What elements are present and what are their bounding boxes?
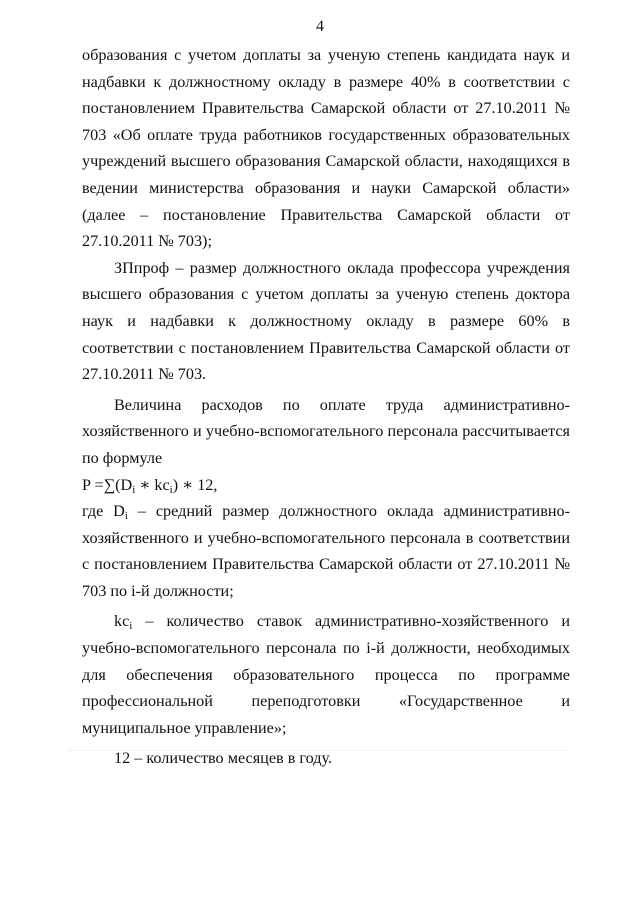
formula-sub-d: i (132, 483, 136, 496)
definition-d-lead: где D (82, 502, 125, 521)
paragraph-zp-prof: ЗПпроф – размер должностного оклада профессора учреждения высшего образования с учетом доплаты за ученую степень доктора наук и надбавки к должностному окладу в размере 60% в соответствии с постановлением Правительства Самарской области от 27.10.2011 № 703. (82, 258, 570, 384)
scan-artifact-line (70, 750, 570, 752)
definition-kc-sub: i (129, 620, 133, 633)
paragraph-definition-kc (82, 608, 570, 741)
paragraph-definition-d (82, 498, 570, 604)
definition-d-sub: i (124, 510, 128, 523)
definition-d-text: – средний размер должностного оклада административно-хозяйственного и учебно-вспомогательного персонала в соответствии с постановлением Правительства Самарской области от 27.10.2011 № 703 по i-й должности; (82, 502, 570, 600)
formula-mid: ∗ kc (135, 475, 170, 494)
definition-kc-lead: kc (114, 612, 130, 631)
document-body (82, 42, 570, 772)
paragraph-months: 12 – количество месяцев в году. (114, 749, 333, 768)
formula-lhs: P =∑(D (82, 475, 133, 494)
formula-sub-kc: i (169, 483, 173, 496)
paragraph-expenses-intro: Величина расходов по оплате труда административно-хозяйственного и учебно-вспомогательного персонала рассчитывается по формуле (82, 395, 570, 467)
formula-rhs: ) ∗ 12, (172, 475, 218, 494)
formula (82, 472, 570, 499)
page-number: 4 (316, 18, 324, 35)
definition-kc-text: – количество ставок административно-хозяйственного и учебно-вспомогательного персонала по i-й должности, необходимых для обеспечения образовательного процесса по программе профессиональной переподготовки «Государственное и муниципальное управление»; (82, 612, 570, 737)
paragraph-continuation: образования с учетом доплаты за ученую степень кандидата наук и надбавки к должностному окладу в размере 40% в соответствии с постановлением Правительства Самарской области от 27.10.2011 № 703 «Об оплате труда работников государственных образовательных учреждений высшего образования Самарской области, находящихся в ведении министерства образования и науки Самарской области» (далее – постановление Правительства Самарской области от 27.10.2011 № 703); (82, 46, 570, 251)
